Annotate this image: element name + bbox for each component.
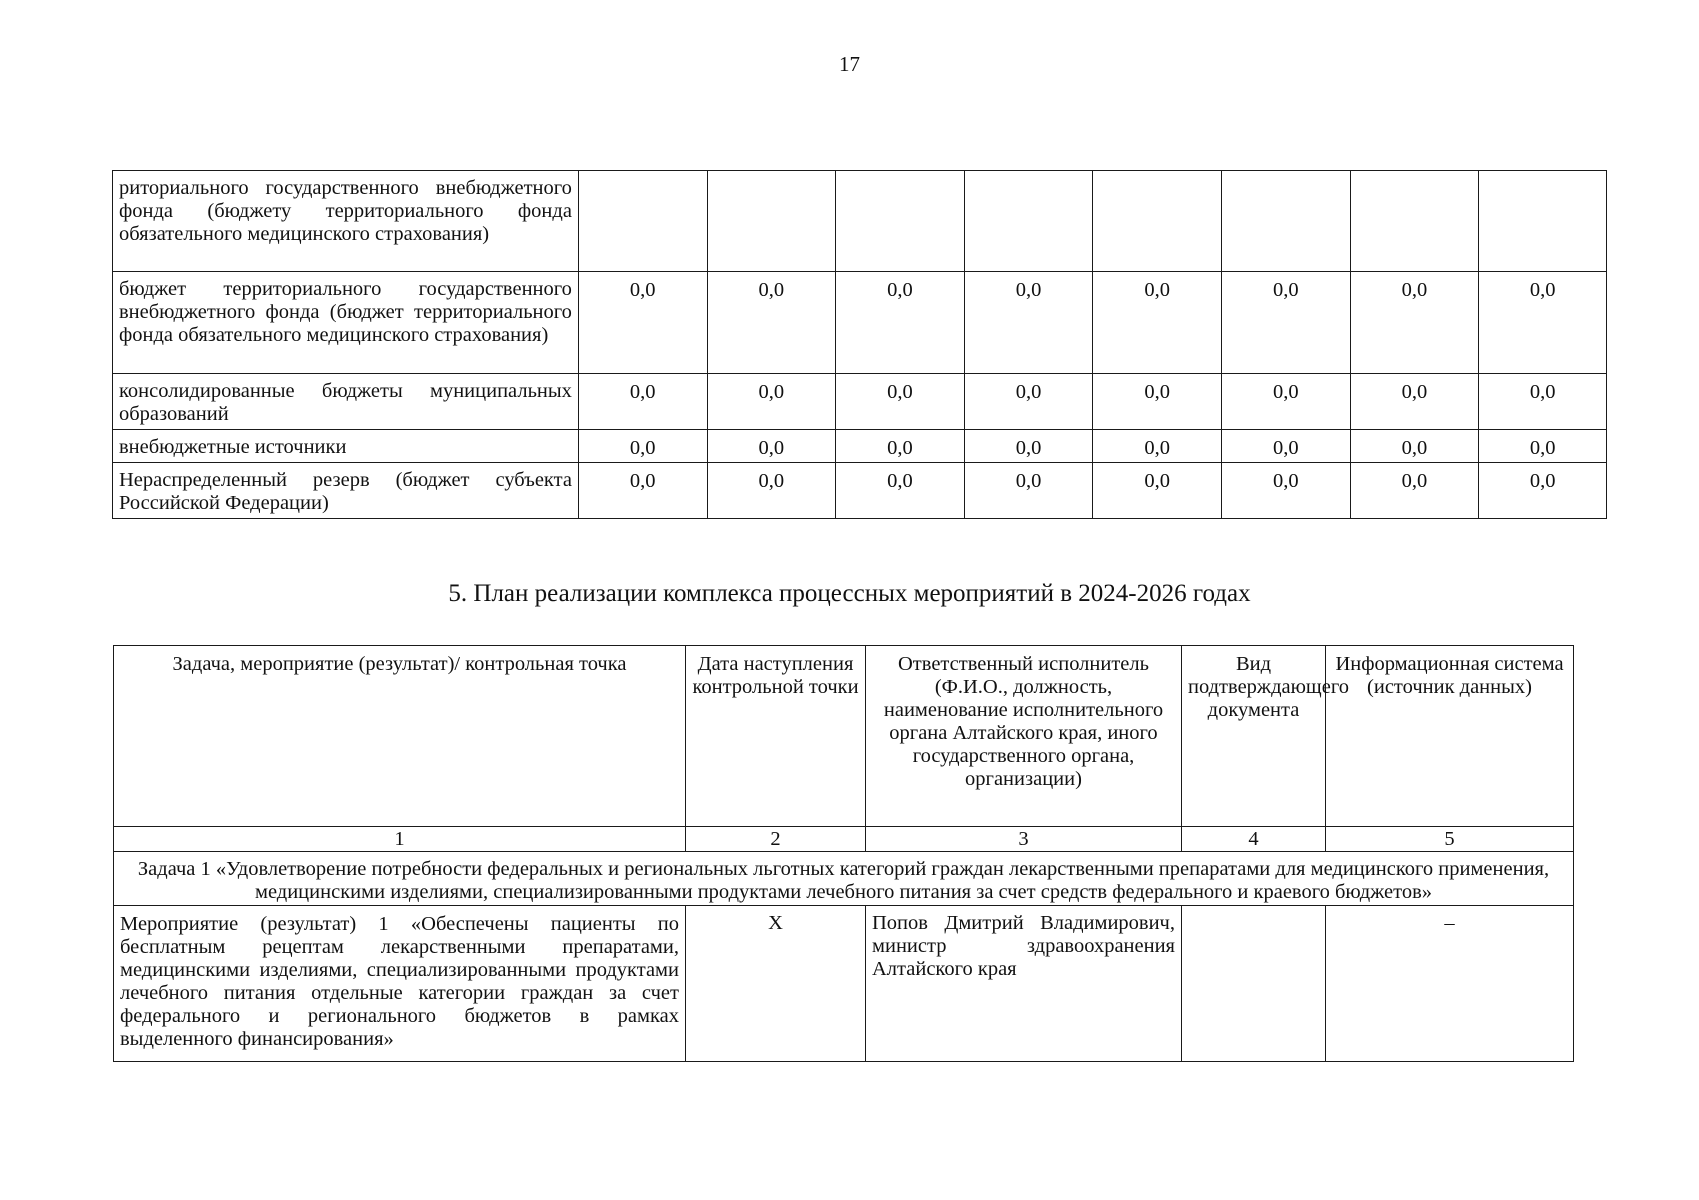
finance-value-cell <box>707 171 836 272</box>
finance-value-cell: 0,0 <box>964 463 1093 519</box>
finance-value-cell: 0,0 <box>707 272 836 374</box>
finance-value-cell: 0,0 <box>1222 430 1351 463</box>
column-number: 3 <box>866 827 1182 852</box>
finance-row <box>113 171 1607 272</box>
column-number: 5 <box>1326 827 1574 852</box>
finance-value-cell: 0,0 <box>1479 374 1607 430</box>
finance-value-cell: 0,0 <box>578 374 707 430</box>
finance-value-cell: 0,0 <box>578 463 707 519</box>
measure-responsible: Попов Дмитрий Владимирович, министр здравоохранения Алтайского края <box>866 906 1182 1062</box>
finance-value-cell: 0,0 <box>836 374 965 430</box>
finance-row <box>113 430 1607 463</box>
finance-value-cell: 0,0 <box>1479 430 1607 463</box>
header-date: Дата наступления контрольной точки <box>686 646 866 827</box>
finance-value-cell: 0,0 <box>1479 272 1607 374</box>
finance-value-cell <box>1350 171 1479 272</box>
finance-row-label: бюджет территориального государственного внебюджетного фонда (бюджет территориального фонда обязательного медицинского страхования) <box>113 272 579 374</box>
finance-value-cell <box>1222 171 1351 272</box>
header-document: Вид подтверждающего документа <box>1182 646 1326 827</box>
plan-table-number-row <box>114 827 1574 852</box>
finance-value-cell: 0,0 <box>1350 272 1479 374</box>
section-title: 5. План реализации комплекса процессных мероприятий в 2024-2026 годах <box>448 580 1251 607</box>
finance-row <box>113 463 1607 519</box>
finance-value-cell: 0,0 <box>707 374 836 430</box>
finance-value-cell: 0,0 <box>1350 430 1479 463</box>
column-number: 1 <box>114 827 686 852</box>
finance-value-cell: 0,0 <box>836 430 965 463</box>
measure-date: X <box>686 906 866 1062</box>
finance-value-cell: 0,0 <box>1093 430 1222 463</box>
header-info-system: Информационная система (источник данных) <box>1326 646 1574 827</box>
finance-row-label: внебюджетные источники <box>113 430 579 463</box>
finance-value-cell: 0,0 <box>1093 272 1222 374</box>
plan-table <box>113 645 1574 1062</box>
finance-table <box>112 170 1607 519</box>
finance-value-cell: 0,0 <box>578 272 707 374</box>
finance-value-cell: 0,0 <box>1222 272 1351 374</box>
task-title: Задача 1 «Удовлетворение потребности федеральных и региональных льготных категорий граждан лекарственными препаратами для медицинского применения, медицинскими изделиями, специализированными продуктами лечебного питания за счет средств федерального и краевого бюджетов» <box>114 852 1574 906</box>
page-number: 17 <box>839 52 860 76</box>
header-responsible: Ответственный исполнитель (Ф.И.О., должность, наименование исполнительного органа Алтайского края, иного государственного органа, организации) <box>866 646 1182 827</box>
finance-value-cell: 0,0 <box>1350 374 1479 430</box>
finance-value-cell: 0,0 <box>1350 463 1479 519</box>
finance-row <box>113 272 1607 374</box>
measure-row <box>114 906 1574 1062</box>
finance-value-cell: 0,0 <box>1479 463 1607 519</box>
finance-value-cell: 0,0 <box>1093 374 1222 430</box>
column-number: 2 <box>686 827 866 852</box>
measure-name: Мероприятие (результат) 1 «Обеспечены пациенты по бесплатным рецептам лекарственными препаратами, медицинскими изделиями, специализированными продуктами лечебного питания отдельные категории граждан за счет федерального и регионального бюджетов в рамках выделенного финансирования» <box>114 906 686 1062</box>
measure-document <box>1182 906 1326 1062</box>
finance-value-cell: 0,0 <box>964 374 1093 430</box>
finance-value-cell: 0,0 <box>964 430 1093 463</box>
task-row <box>114 852 1574 906</box>
finance-row-label: Нераспределенный резерв (бюджет субъекта Российской Федерации) <box>113 463 579 519</box>
finance-value-cell <box>836 171 965 272</box>
finance-row <box>113 374 1607 430</box>
finance-value-cell: 0,0 <box>578 430 707 463</box>
finance-row-label: риториального государственного внебюджетного фонда (бюджету территориального фонда обязательного медицинского страхования) <box>113 171 579 272</box>
finance-value-cell: 0,0 <box>707 463 836 519</box>
finance-value-cell <box>1093 171 1222 272</box>
measure-info-system: – <box>1326 906 1574 1062</box>
column-number: 4 <box>1182 827 1326 852</box>
finance-value-cell: 0,0 <box>836 463 965 519</box>
finance-value-cell: 0,0 <box>964 272 1093 374</box>
finance-value-cell <box>578 171 707 272</box>
finance-row-label: консолидированные бюджеты муниципальных образований <box>113 374 579 430</box>
finance-value-cell: 0,0 <box>707 430 836 463</box>
plan-table-header-row <box>114 646 1574 827</box>
finance-value-cell: 0,0 <box>836 272 965 374</box>
finance-value-cell <box>964 171 1093 272</box>
header-task: Задача, мероприятие (результат)/ контрольная точка <box>114 646 686 827</box>
finance-table-body <box>113 171 1607 519</box>
finance-value-cell: 0,0 <box>1222 374 1351 430</box>
finance-value-cell: 0,0 <box>1222 463 1351 519</box>
finance-value-cell <box>1479 171 1607 272</box>
finance-value-cell: 0,0 <box>1093 463 1222 519</box>
